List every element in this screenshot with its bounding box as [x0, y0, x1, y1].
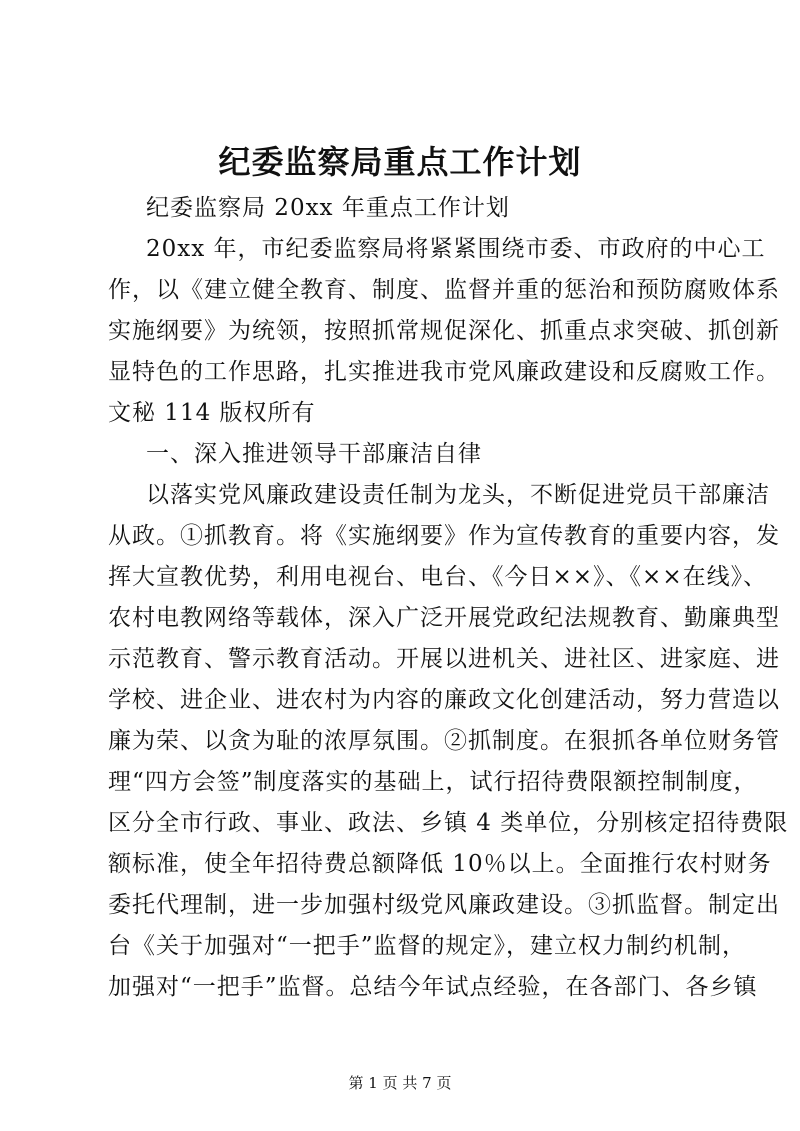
document-title: 纪委监察局重点工作计划 [218, 143, 582, 181]
body-line: 挥大宣教优势，利用电视台、电台、《今日××》、《××在线》、 [108, 564, 768, 590]
body-line: 示范教育、警示教育活动。开展以进机关、进社区、进家庭、进 [108, 646, 780, 672]
body-line: 区分全市行政、事业、政法、乡镇 4 类单位，分别核定招待费限 [108, 810, 789, 836]
body-line: 加强对“一把手”监督。总结今年试点经验，在各部门、各乡镇 [108, 974, 758, 1000]
body-line: 以落实党风廉政建设责任制为龙头，不断促进党员干部廉洁 [146, 482, 770, 508]
body-line: 作，以《建立健全教育、制度、监督并重的惩治和预防腐败体系 [108, 277, 780, 303]
body-line: 从政。①抓教育。将《实施纲要》作为宣传教育的重要内容，发 [108, 523, 780, 549]
body-line: 委托代理制，进一步加强村级党风廉政建设。③抓监督。制定出 [108, 892, 780, 918]
body-line: 实施纲要》为统领，按照抓常规促深化、抓重点求突破、抓创新 [108, 318, 780, 344]
body-line: 廉为荣、以贪为耻的浓厚氛围。②抓制度。在狠抓各单位财务管 [108, 728, 780, 754]
subtitle-line: 纪委监察局 20xx 年重点工作计划 [146, 195, 510, 221]
body-line: 显特色的工作思路，扎实推进我市党风廉政建设和反腐败工作。 [108, 359, 780, 385]
body-line: 理“四方会签”制度落实的基础上，试行招待费限额控制制度， [108, 769, 758, 795]
body-line: 文秘 114 版权所有 [108, 400, 316, 426]
body-line: 台《关于加强对“一把手”监督的规定》，建立权力制约机制， [108, 933, 747, 959]
body-line: 额标准，使全年招待费总额降低 10％以上。全面推行农村财务 [108, 851, 772, 877]
page-footer: 第 1 页 共 7 页 [348, 1074, 452, 1092]
section-heading: 一、深入推进领导干部廉洁自律 [146, 441, 482, 467]
body-line: 20xx 年，市纪委监察局将紧紧围绕市委、市政府的中心工 [146, 236, 766, 262]
body-line: 学校、进企业、进农村为内容的廉政文化创建活动，努力营造以 [108, 687, 780, 713]
body-line: 农村电教网络等载体，深入广泛开展党政纪法规教育、勤廉典型 [108, 605, 780, 631]
